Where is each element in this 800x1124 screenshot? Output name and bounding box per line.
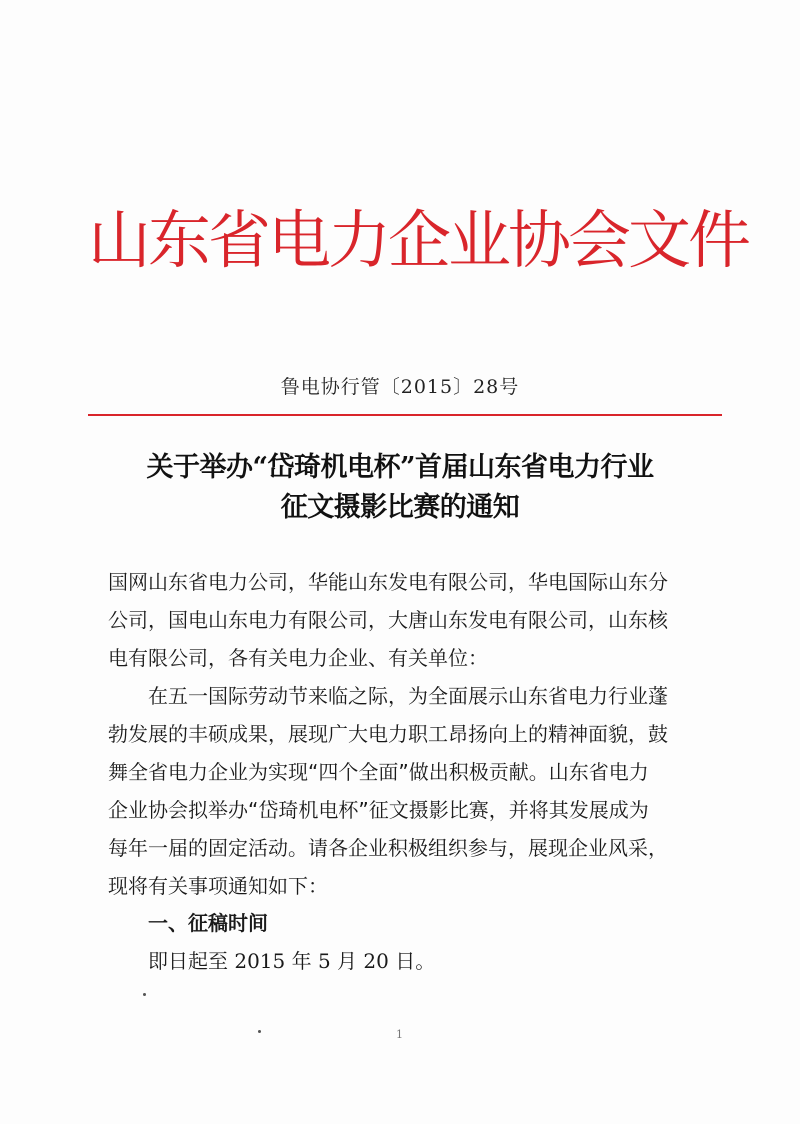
org-header-title: 山东省电力企业协会文件 — [88, 204, 748, 277]
paragraph-line-4: 企业协会拟举办“岱琦机电杯”征文摄影比赛，并将其发展成为 — [108, 798, 649, 822]
page-number: 1 — [396, 1028, 403, 1041]
red-divider-line — [88, 414, 722, 416]
paragraph-line-2: 勃发展的丰硕成果，展现广大电力职工昂扬向上的精神面貌，鼓 — [108, 722, 668, 746]
recipients-line-3: 电有限公司，各有关电力企业、有关单位： — [108, 646, 488, 670]
paragraph-line-1: 在五一国际劳动节来临之际，为全面展示山东省电力行业蓬 — [148, 684, 668, 708]
paragraph-line-3: 舞全省电力企业为实现“四个全面”做出积极贡献。山东省电力 — [108, 760, 649, 784]
section-1-text: 即日起至 2015 年 5 月 20 日。 — [148, 949, 436, 973]
notice-title-line-1: 关于举办“岱琦机电杯”首届山东省电力行业 — [146, 452, 654, 483]
recipients-line-2: 公司，国电山东电力有限公司，大唐山东发电有限公司，山东核 — [108, 608, 668, 632]
scan-speck — [258, 1030, 261, 1033]
paragraph-line-6: 现将有关事项通知如下： — [108, 874, 328, 898]
notice-title-line-2: 征文摄影比赛的通知 — [280, 492, 520, 523]
paragraph-line-5: 每年一届的固定活动。请各企业积极组织参与，展现企业风采， — [108, 836, 668, 860]
document-number: 鲁电协行管〔2015〕28号 — [280, 376, 520, 398]
recipients-line-1: 国网山东省电力公司，华能山东发电有限公司，华电国际山东分 — [108, 570, 668, 594]
scan-speck — [143, 993, 146, 996]
section-1-heading: 一、征稿时间 — [148, 911, 268, 935]
